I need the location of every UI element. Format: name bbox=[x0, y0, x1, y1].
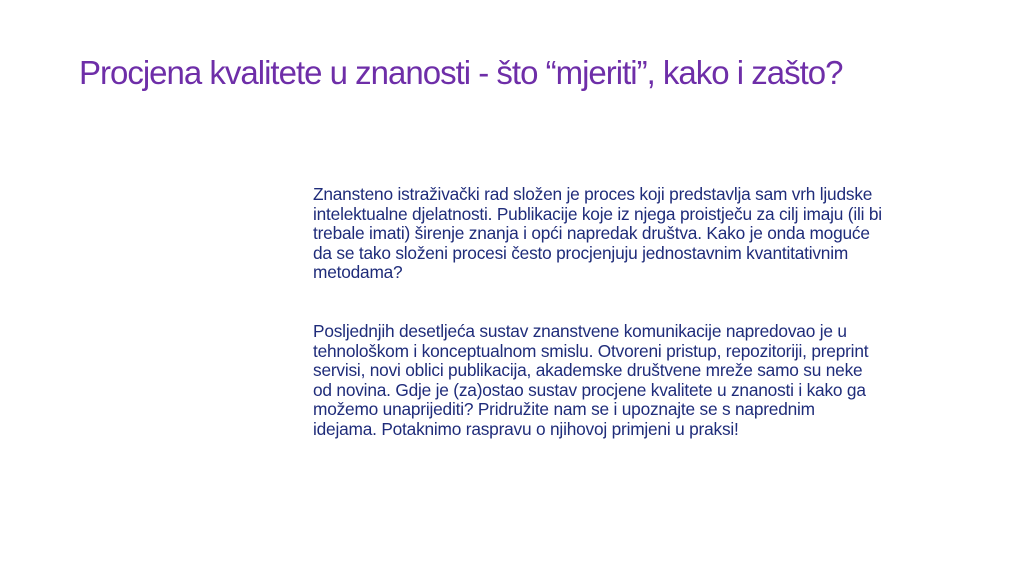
body-paragraph-2: Posljednjih desetljeća sustav znanstvene komunikacije napredovao je u tehnološkom i konceptualnom smislu. Otvoreni pristup, repozitoriji, preprint servisi, novi oblici publikacija, akademske društvene mreže samo su neke od novina. Gdje je (za)ostao sustav procjene kvalitete u znanosti i kako ga možemo unaprijediti? Pridružite nam se i upoznajte se s naprednim idejama. Potaknimo raspravu o njihovoj primjeni u praksi! bbox=[313, 320, 869, 439]
body-paragraph-1: Znansteno istraživački rad složen je proces koji predstavlja sam vrh ljudske intelektualne djelatnosti. Publikacije koje iz njega proistječu za cilj imaju (ili bi trebale imati) širenje znanja i opći napredak društva. Kako je onda moguće da se tako složeni procesi često procjenjuju jednostavnim kvantitativnim metodama? bbox=[313, 184, 882, 283]
slide-body bbox=[313, 185, 883, 440]
slide-title: Procjena kvalitete u znanosti - što “mjeriti”, kako i zašto? bbox=[79, 54, 843, 91]
